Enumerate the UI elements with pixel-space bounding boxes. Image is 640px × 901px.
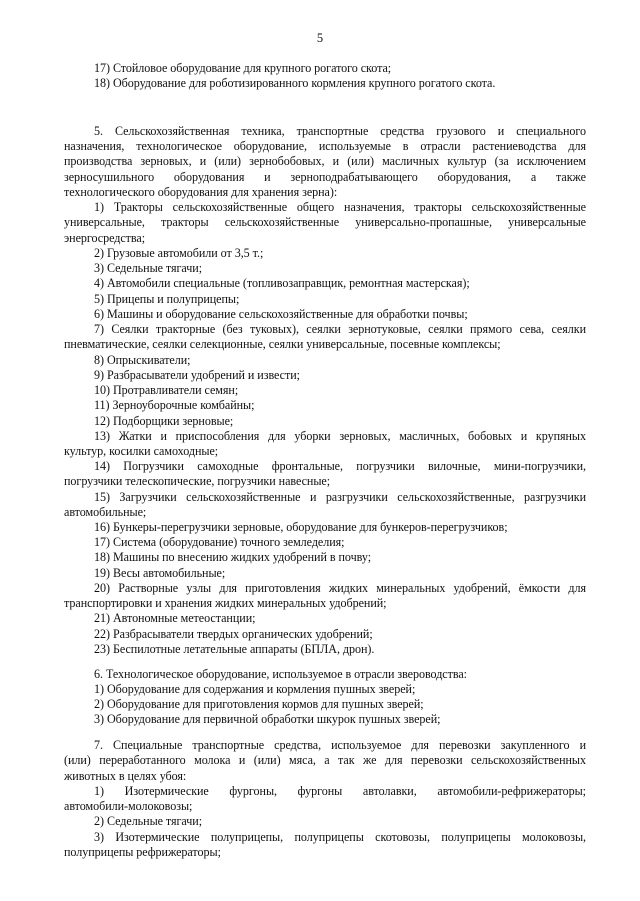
text-line: 7. Специальные транспортные средства, используемое для перевозки закупленного и — [94, 738, 586, 752]
text-line: 10) Протравливатели семян; — [94, 383, 239, 397]
text-line: 17) Система (оборудование) точного земледелия; — [94, 535, 345, 549]
text-line: животных в целях убоя: — [64, 769, 187, 783]
text-line: 1) Изотермические фургоны, фургоны автолавки, автомобили-рефрижераторы; — [94, 784, 586, 798]
text-line: 15) Загрузчики сельскохозяйственные и разгрузчики сельскохозяйственные, разгрузчики — [94, 490, 586, 504]
text-line: автомобильные; — [64, 505, 147, 519]
text-line: 17) Стойловое оборудование для крупного рогатого скота; — [94, 61, 392, 75]
text-line: 1) Тракторы сельскохозяйственные общего назначения, тракторы сельскохозяйственные — [94, 200, 586, 214]
text-line: 2) Оборудование для приготовления кормов для пушных зверей; — [94, 697, 424, 711]
text-line: полуприцепы рефрижераторы; — [64, 845, 221, 859]
text-line: 3) Оборудование для первичной обработки шкурок пушных зверей; — [94, 712, 441, 726]
text-line: 20) Растворные узлы для приготовления жидких минеральных удобрений, ёмкости для — [94, 581, 586, 595]
text-line: 1) Оборудование для содержания и кормления пушных зверей; — [94, 682, 416, 696]
text-line: 14) Погрузчики самоходные фронтальные, погрузчики вилочные, мини-погрузчики, — [94, 459, 586, 473]
text-line: 8) Опрыскиватели; — [94, 353, 191, 367]
page-number: 5 — [316, 31, 324, 45]
text-line: 6. Технологическое оборудование, используемое в отрасли звероводства: — [94, 667, 467, 681]
text-line: погрузчики телескопические, погрузчики навесные; — [64, 474, 331, 488]
text-line: культур, косилки самоходные; — [64, 444, 219, 458]
text-line: 2) Грузовые автомобили от 3,5 т.; — [94, 246, 264, 260]
text-line: 3) Изотермические полуприцепы, полуприцепы скотовозы, полуприцепы молоковозы, — [94, 830, 586, 844]
text-line: 18) Машины по внесению жидких удобрений в почву; — [94, 550, 372, 564]
text-line: производства зерновых, и (или) зернобобовых, и (или) масличных культур (за исключением — [64, 154, 586, 168]
text-line: пневматические, сеялки селекционные, сеялки универсальные, посевные комплексы; — [64, 337, 501, 351]
text-line: 13) Жатки и приспособления для уборки зерновых, масличных, бобовых и крупяных — [94, 429, 586, 443]
text-line: (или) переработанного молока и (или) мяса, а так же для перевозки сельскохозяйственных — [64, 753, 586, 767]
text-line: 6) Машины и оборудование сельскохозяйственные для обработки почвы; — [94, 307, 468, 321]
text-line: 11) Зерноуборочные комбайны; — [94, 398, 255, 412]
text-line: автомобили-молоковозы; — [64, 799, 193, 813]
text-line: 18) Оборудование для роботизированного кормления крупного рогатого скота. — [94, 76, 496, 90]
text-line: 12) Подборщики зерновые; — [94, 414, 234, 428]
text-line: энергосредства; — [64, 231, 146, 245]
text-line: универсальные, тракторы сельскохозяйственные универсально-пропашные, универсальные — [64, 215, 586, 229]
text-line: 16) Бункеры-перегрузчики зерновые, оборудование для бункеров-перегрузчиков; — [94, 520, 508, 534]
text-line: 5) Прицепы и полуприцепы; — [94, 292, 240, 306]
text-line: 5. Сельскохозяйственная техника, транспортные средства грузового и специального — [94, 124, 586, 138]
text-line: назначения, технологическое оборудование, используемые в отрасли растениеводства для — [64, 139, 586, 153]
text-line: 19) Весы автомобильные; — [94, 566, 226, 580]
text-line: 4) Автомобили специальные (топливозаправщик, ремонтная мастерская); — [94, 276, 470, 290]
text-line: транспортировки и хранения жидких минеральных удобрений; — [64, 596, 387, 610]
text-line: 21) Автономные метеостанции; — [94, 611, 256, 625]
text-line: 2) Седельные тягачи; — [94, 814, 203, 828]
text-line: 22) Разбрасыватели твердых органических удобрений; — [94, 627, 373, 641]
text-line: 3) Седельные тягачи; — [94, 261, 203, 275]
text-line: технологического оборудования для хранения зерна): — [64, 185, 338, 199]
text-line: 23) Беспилотные летательные аппараты (БПЛА, дрон). — [94, 642, 375, 656]
text-line: 9) Разбрасыватели удобрений и извести; — [94, 368, 300, 382]
text-line: 7) Сеялки тракторные (без туковых), сеялки зернотуковые, сеялки прямого сева, сеялки — [94, 322, 586, 336]
text-line: зерносушильного оборудования и зерноподрабатывающего оборудования, а также — [64, 170, 586, 184]
